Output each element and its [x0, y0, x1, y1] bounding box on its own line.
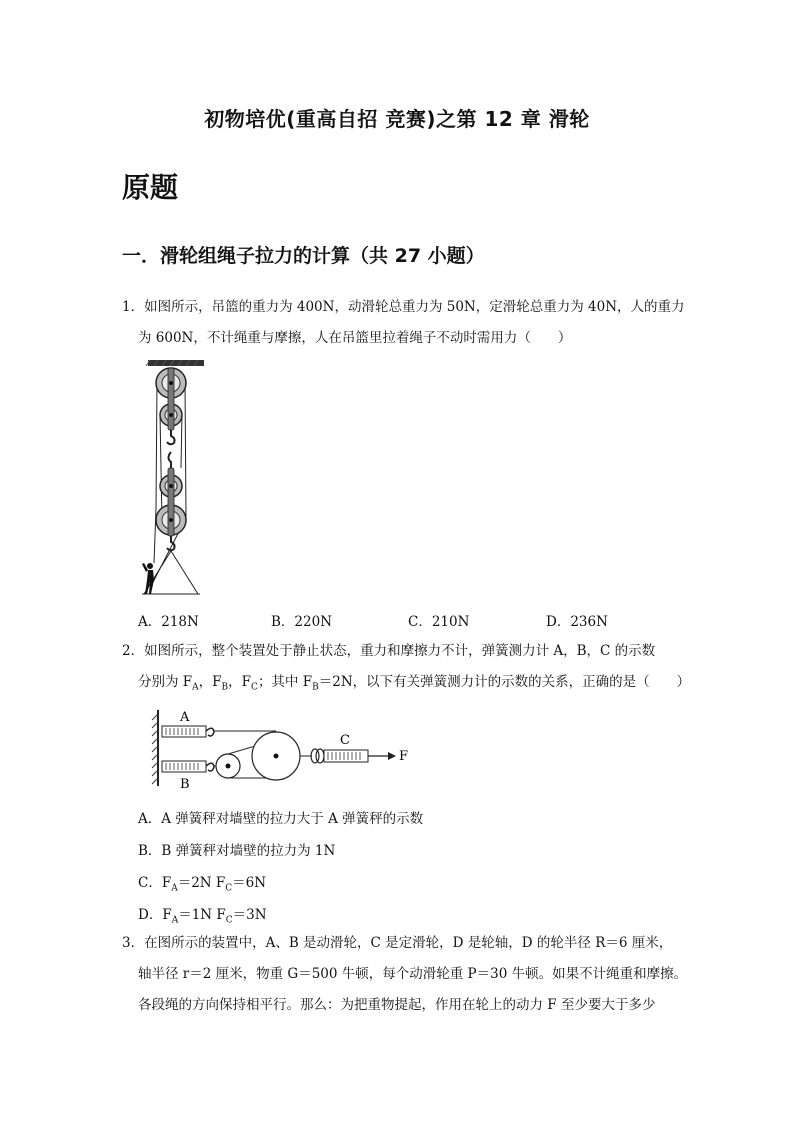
q1-pulley-figure — [130, 358, 210, 598]
q3-line-1: 3．在图所示的装置中，A、B 是动滑轮，C 是定滑轮，D 是轮轴，D 的轮半径 R＝6 厘米， — [122, 935, 673, 951]
q2-option-b: B．B 弹簧秤对墙壁的拉力为 1N — [138, 843, 336, 859]
spring-scale-b — [162, 761, 214, 772]
label-a: A — [180, 710, 190, 725]
q2-option-c: C．$F_A=2N$ $F_C=6N$ — [138, 875, 267, 894]
force-arrow-icon — [388, 752, 396, 760]
person-icon — [142, 563, 154, 594]
spring-scale-a — [162, 726, 214, 737]
q2-line-1: 2．如图所示，整个装置处于静止状态，重力和摩擦力不计，弹簧测力计 A，B，C 的示数 — [122, 643, 656, 659]
q1-line-1: 1．如图所示，吊篮的重力为 400N，动滑轮总重力为 50N，定滑轮总重力为 40N，人的重力 — [122, 299, 685, 315]
document-title: 初物培优(重高自招 竞赛)之第 12 章 滑轮 — [204, 107, 590, 131]
q1-line-2: 为 600N，不计绳重与摩擦，人在吊篮里拉着绳子不动时需用力（ ） — [138, 330, 572, 346]
q1-option-a: A．218N — [138, 614, 199, 630]
q3-line-3: 各段绳的方向保持相平行。那么：为把重物提起，作用在轮上的动力 F 至少要大于多少 — [138, 997, 656, 1013]
q1-option-c: C．210N — [408, 614, 470, 630]
q1-option-b: B．220N — [271, 614, 333, 630]
section-title: 原题 — [122, 171, 179, 204]
label-f: F — [399, 749, 409, 764]
label-b: B — [180, 777, 190, 792]
q1-option-d: D．236N — [546, 614, 608, 630]
q2-option-a: A．A 弹簧秤对墙壁的拉力大于 A 弹簧秤的示数 — [138, 811, 424, 827]
spring-scale-c — [311, 749, 368, 763]
q2-option-d: D．$F_A=1N$ $F_C=3N$ — [138, 907, 267, 926]
q2-spring-scale-figure — [150, 706, 420, 794]
label-c: C — [340, 733, 350, 748]
subsection-title: 一．滑轮组绳子拉力的计算（共 27 小题） — [122, 245, 485, 267]
q3-line-2: 轴半径 r＝2 厘米，物重 G＝500 牛顿，每个动滑轮重 P＝30 牛顿。如果不计绳重和摩擦。 — [138, 966, 688, 982]
hook-upper — [167, 430, 175, 444]
q2-line-2: 分别为 $F_A$，$F_B$，$F_C$；其中 $F_B=2N$，以下有关弹簧测力计的示数的关系，正确的是（ ） — [138, 674, 691, 693]
